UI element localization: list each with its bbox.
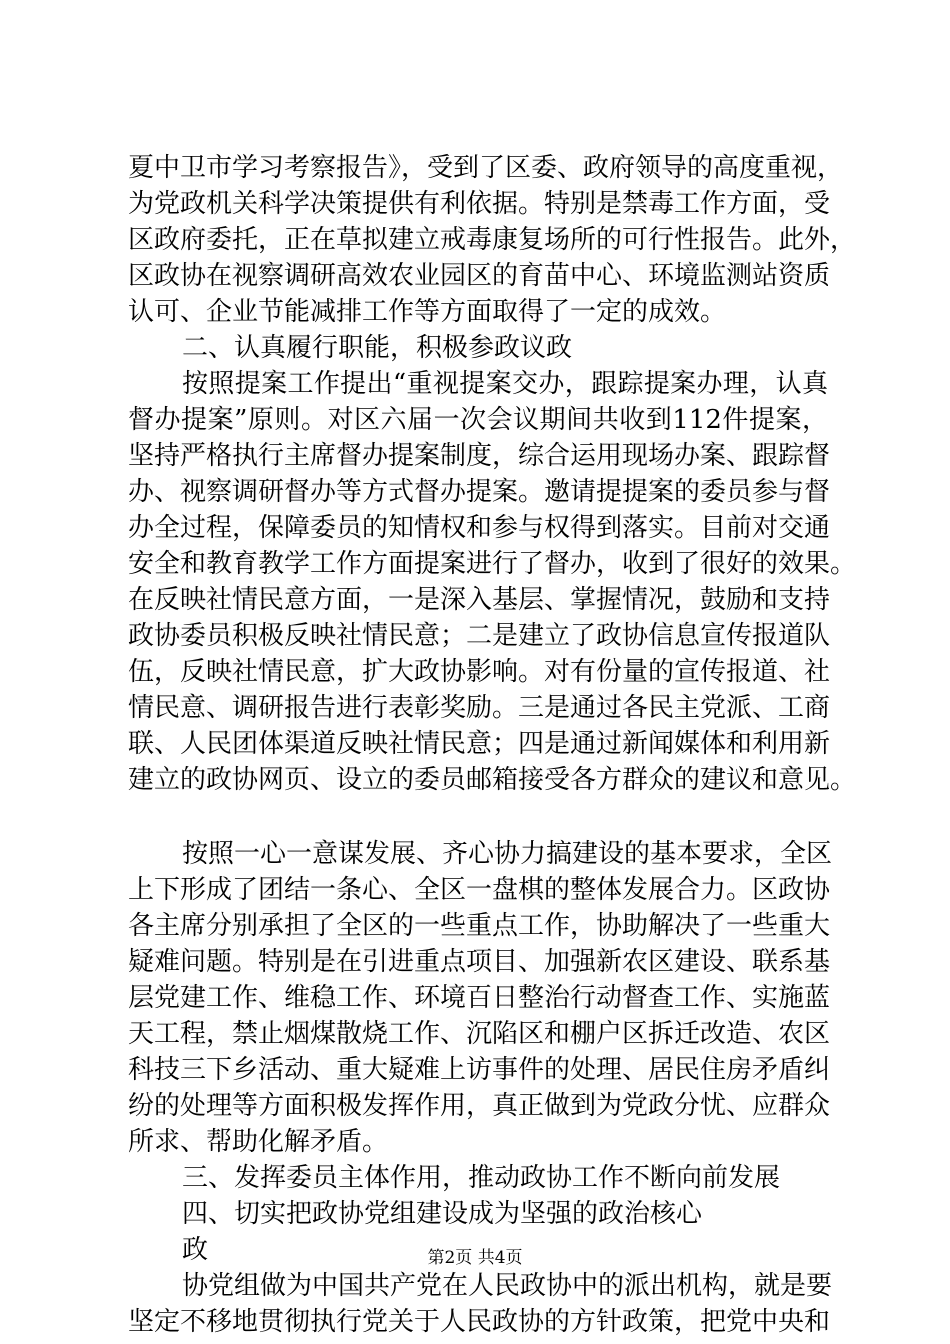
section-heading: 二、认真履行职能，积极参政议政	[182, 333, 573, 363]
section-heading: 三、发挥委员主体作用，推动政协工作不断向前发展	[182, 1163, 781, 1193]
text-line: 按照一心一意谋发展、齐心协力搞建设的基本要求，全区	[182, 839, 833, 869]
text-line: 联、人民团体渠道反映社情民意；四是通过新闻媒体和利用新	[128, 729, 831, 759]
text-line: 上下形成了团结一条心、全区一盘棋的整体发展合力。区政协	[128, 875, 831, 905]
text-line: 在反映社情民意方面，一是深入基层、掌握情况，鼓励和支持	[128, 585, 831, 615]
text-line: 安全和教育教学工作方面提案进行了督办，收到了很好的效果。	[128, 549, 857, 579]
text-line: 各主席分别承担了全区的一些重点工作，协助解决了一些重大	[128, 911, 831, 941]
text-line: 情民意、调研报告进行表彰奖励。三是通过各民主党派、工商	[128, 693, 831, 723]
text-line: 区政协在视察调研高效农业园区的育苗中心、环境监测站资质	[128, 261, 831, 291]
text-line: 夏中卫市学习考察报告》，受到了区委、政府领导的高度重视，	[128, 153, 844, 183]
text-line: 区政府委托，正在草拟建立戒毒康复场所的可行性报告。此外，	[128, 225, 857, 255]
text-line: 督办提案”原则。对区六届一次会议期间共收到112件提案，	[128, 405, 828, 435]
text-line: 疑难问题。特别是在引进重点项目、加强新农区建设、联系基	[128, 947, 831, 977]
text-line: 天工程，禁止烟煤散烧工作、沉陷区和棚户区拆迁改造、农区	[128, 1019, 831, 1049]
text-line: 按照提案工作提出“重视提案交办，跟踪提案办理，认真	[182, 369, 828, 399]
text-line: 办全过程，保障委员的知情权和参与权得到落实。目前对交通	[128, 513, 831, 543]
section-heading: 四、切实把政协党组建设成为坚强的政治核心	[182, 1199, 703, 1229]
text-line: 协党组做为中国共产党在人民政协中的派出机构，就是要	[182, 1271, 833, 1301]
text-line: 建立的政协网页、设立的委员邮箱接受各方群众的建议和意见。	[128, 765, 857, 795]
text-line: 纷的处理等方面积极发挥作用，真正做到为党政分忧、应群众	[128, 1091, 831, 1121]
text-line: 科技三下乡活动、重大疑难上访事件的处理、居民住房矛盾纠	[128, 1055, 831, 1085]
text-line: 办、视察调研督办等方式督办提案。邀请提提案的委员参与督	[128, 477, 831, 507]
text-line: 认可、企业节能减排工作等方面取得了一定的成效。	[128, 297, 727, 327]
text-line: 所求、帮助化解矛盾。	[128, 1127, 389, 1157]
page-number: 第2页 共4页	[427, 1248, 523, 1268]
text-line: 政协委员积极反映社情民意；二是建立了政协信息宣传报道队	[128, 621, 831, 651]
text-line: 为党政机关科学决策提供有利依据。特别是禁毒工作方面，受	[128, 189, 831, 219]
text-line: 坚定不移地贯彻执行党关于人民政协的方针政策，把党中央和	[128, 1307, 831, 1337]
text-line: 层党建工作、维稳工作、环境百日整治行动督查工作、实施蓝	[128, 983, 831, 1013]
text-line: 坚持严格执行主席督办提案制度，综合运用现场办案、跟踪督	[128, 441, 831, 471]
text-line: 伍，反映社情民意，扩大政协影响。对有份量的宣传报道、社	[128, 657, 831, 687]
text-line: 政	[182, 1235, 209, 1265]
